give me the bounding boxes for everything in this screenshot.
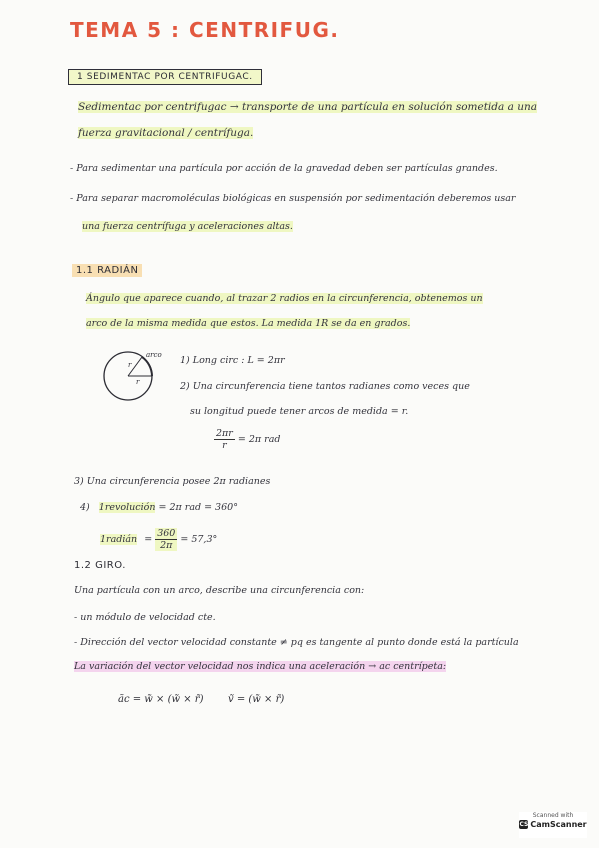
radius-label-2: r [136, 378, 140, 386]
giro-line-1: Una partícula con un arco, describe una circunferencia con: [74, 585, 365, 596]
radian-label: 1radián [100, 534, 138, 545]
radian-item-1: 1) Long circ : L = 2πr [180, 355, 285, 366]
radian-item-2a: 2) Una circunferencia tiene tantos radianes como veces que [180, 381, 470, 392]
section-1-bullet-2b [82, 221, 293, 232]
centripetal-formula: ãc = w̃ × (w̃ × r̃) [118, 694, 204, 705]
section-1-bullet-2a: - Para separar macromoléculas biológicas en suspensión por sedimentación deberemos usar [70, 193, 515, 204]
radian-definition-2 [86, 318, 410, 329]
radian-item-4 [80, 502, 238, 513]
section-1-1-heading: 1.1 RADIÁN [72, 264, 142, 277]
velocity-formula: ṽ = (w̃ × r̃) [228, 694, 285, 705]
radian-definition-1 [86, 293, 483, 304]
radian-degree-equation: 1radián = $\frac{360}{2\pi}$ = 57,3° [100, 528, 218, 551]
fraction-numerator: 2πr [216, 428, 233, 439]
revolution-equation: = 2π rad = 360° [158, 502, 238, 513]
section-1-bullet-2b-text: una fuerza centrífuga y aceleraciones altas. [82, 221, 293, 232]
giro-line-2 [74, 661, 446, 672]
revolution-label: 1revolución [98, 502, 156, 513]
fraction-2pi-denominator: 2π [160, 540, 173, 551]
giro-bullet-2: - Dirección del vector velocidad constante ≠ pq es tangente al punto donde está la partícula [74, 637, 519, 648]
camscanner-icon: CS [519, 821, 529, 828]
radian-item-3: 3) Una circunferencia posee 2π radianes [74, 476, 271, 487]
radian-item-2b: su longitud puede tener arcos de medida = r. [190, 406, 409, 417]
section-1-line-2-text: fuerza gravitacional / centrífuga. [78, 127, 254, 139]
fraction-2pir-over-r [214, 428, 235, 451]
fraction-360-numerator: 360 [157, 528, 176, 539]
section-1-heading: 1 SEDIMENTAC POR CENTRIFUGAC. [68, 69, 262, 85]
giro-line-2-text: La variación del vector velocidad nos indica una aceleración → ac centrípeta: [74, 661, 447, 672]
arc-shape [142, 357, 152, 376]
scanned-with-label: Scanned with [532, 812, 574, 819]
page-title: TEMA 5 : CENTRIFUG. [70, 18, 340, 42]
giro-bullet-1: - un módulo de velocidad cte. [74, 612, 216, 623]
scanner-watermark [519, 812, 587, 838]
fraction-360-over-2pi [155, 528, 177, 551]
camscanner-brand-text: CamScanner [530, 820, 587, 829]
radius-label-1: r [128, 361, 132, 369]
camscanner-brand [519, 820, 587, 829]
section-1-line-2 [78, 127, 253, 139]
radian-definition-2-text: arco de la misma medida que estos. La medida 1R se da en grados. [86, 318, 411, 329]
section-1-line-1 [78, 101, 537, 113]
section-1-line-1-text: Sedimentac por centrifugac → transporte de una partícula en solución sometida a una [78, 101, 537, 113]
section-1-2-heading: 1.2 GIRO. [74, 560, 126, 571]
fraction-denominator: r [222, 440, 227, 451]
item-4-number: 4) [80, 502, 90, 513]
arc-label: arco [146, 351, 162, 359]
section-1-bullet-1: - Para sedimentar una partícula por acción de la gravedad deben ser partículas grandes. [70, 163, 498, 174]
fraction-result: = 2π rad [237, 434, 281, 445]
radian-definition-1-text: Ángulo que aparece cuando, al trazar 2 radios en la circunferencia, obtenemos un [86, 293, 483, 304]
radian-fraction [214, 428, 280, 451]
radian-degree-result: = 57,3° [180, 534, 218, 545]
